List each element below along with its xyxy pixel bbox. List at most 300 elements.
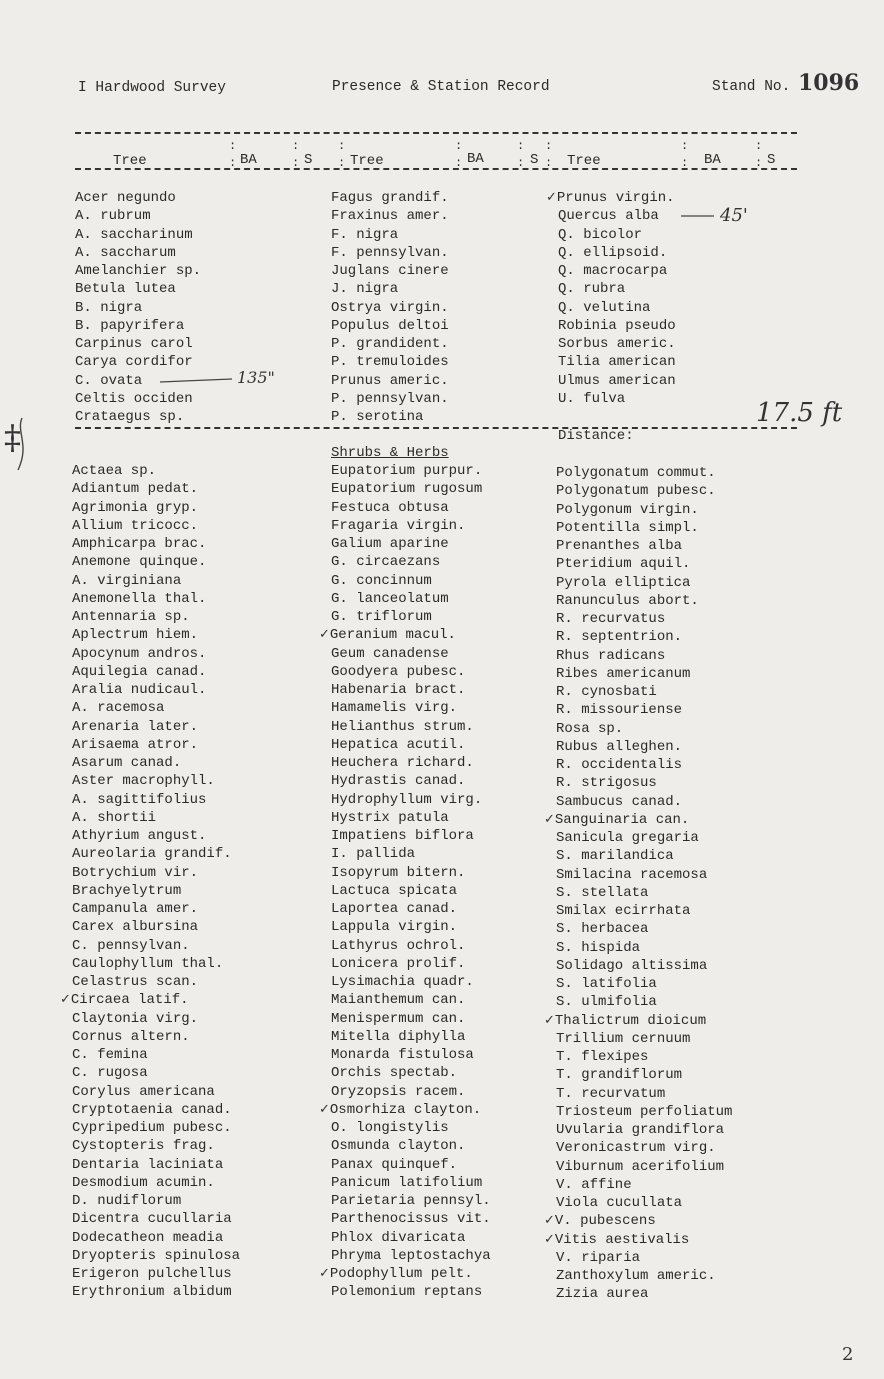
species-name: Heuchera richard. — [331, 755, 474, 771]
species-item — [331, 517, 491, 535]
species-item — [331, 1046, 491, 1064]
species-item — [331, 1210, 491, 1228]
species-name: G. lanceolatum — [331, 590, 449, 607]
species-name: Q. velutina — [558, 299, 651, 316]
species-name: Panicum latifolium — [331, 1174, 483, 1191]
species-item — [72, 1229, 240, 1247]
check-mark-icon: ✓ — [60, 992, 71, 1008]
species-name: Aster macrophyll. — [72, 773, 215, 790]
species-name: Thalictrum dioicum — [554, 1012, 707, 1029]
species-name: S. hispida — [556, 939, 641, 956]
species-name: Q. bicolor — [558, 226, 643, 243]
species-name: Polygonum virgin. — [556, 501, 699, 518]
species-name: I. pallida — [331, 846, 416, 863]
species-name: Crataegus sp. — [75, 409, 185, 425]
species-name: Caulophyllum thal. — [72, 955, 224, 972]
tree-col3-header: Tree — [567, 153, 601, 169]
species-name: Geranium macul. — [329, 627, 456, 644]
species-name: Sorbus americ. — [558, 336, 676, 352]
section-rule — [75, 427, 797, 429]
species-item — [72, 462, 240, 480]
column-colon: : — [338, 156, 346, 170]
species-name: A. saccharum — [75, 244, 176, 261]
species-item — [556, 464, 732, 482]
shrubs-heading: Shrubs & Herbs — [331, 445, 449, 461]
species-name: Smilacina racemosa — [556, 866, 708, 883]
species-name: Polemonium reptans — [331, 1284, 483, 1301]
species-item — [556, 683, 732, 701]
species-item — [72, 1010, 240, 1028]
species-item — [72, 1119, 240, 1137]
species-item — [72, 499, 240, 517]
species-item — [556, 501, 732, 519]
species-name: Amphicarpa brac. — [72, 536, 207, 552]
species-item — [331, 918, 491, 936]
species-item — [331, 699, 491, 717]
species-name: Osmunda clayton. — [331, 1138, 466, 1155]
species-name: V. riparia — [556, 1249, 641, 1266]
species-name: Rubus alleghen. — [556, 738, 683, 755]
stand-label: Stand No. — [712, 79, 791, 95]
species-item — [319, 1265, 491, 1283]
column-colon: : — [517, 139, 525, 153]
species-name: Sanicula gregaria — [556, 830, 699, 846]
species-item — [331, 809, 491, 827]
species-name: F. pennsylvan. — [331, 244, 449, 261]
species-item — [331, 645, 491, 663]
species-name: C. rugosa — [72, 1065, 148, 1082]
species-name: Ulmus american — [558, 372, 676, 389]
species-item — [556, 1103, 732, 1121]
species-item — [331, 1247, 491, 1265]
species-item — [544, 1231, 732, 1249]
species-item — [72, 1192, 240, 1210]
species-name: Solidago altissima — [556, 957, 708, 974]
species-name: R. missouriense — [556, 702, 683, 719]
species-item — [556, 1267, 732, 1285]
check-mark-icon: ✓ — [319, 627, 330, 643]
record-title: Presence & Station Record — [332, 79, 550, 95]
species-name: Botrychium vir. — [72, 864, 199, 881]
check-mark-icon: ✓ — [544, 811, 555, 827]
shrub-list-col1 — [60, 462, 241, 1302]
species-item — [72, 772, 240, 790]
species-name: Aplectrum hiem. — [72, 627, 199, 644]
species-item — [331, 462, 491, 480]
species-name: P. tremuloides — [331, 354, 449, 371]
species-name: Uvularia grandiflora — [556, 1122, 725, 1138]
check-mark-icon: ✓ — [319, 1266, 330, 1281]
species-name: Eupatorium purpur. — [331, 463, 483, 479]
species-item — [556, 829, 732, 847]
species-name: Sanguinaria can. — [554, 811, 690, 828]
species-item — [556, 574, 732, 592]
species-item — [556, 1085, 732, 1103]
check-mark-icon: ✓ — [544, 1213, 555, 1229]
species-name: Circaea latif. — [70, 992, 189, 1009]
species-item — [331, 864, 491, 882]
column-colon: : — [292, 139, 300, 153]
species-item — [331, 1192, 491, 1210]
species-item — [72, 1046, 240, 1064]
species-item — [72, 882, 240, 900]
species-item — [72, 754, 240, 772]
species-item — [556, 1048, 732, 1066]
species-name: P. pennsylvan. — [331, 390, 449, 407]
species-item — [72, 1064, 240, 1082]
species-name: Antennaria sp. — [72, 609, 190, 625]
species-name: Asarum canad. — [72, 755, 182, 771]
species-name: Carex albursina — [72, 919, 199, 936]
species-name: Cryptotaenia canad. — [72, 1101, 232, 1118]
species-name: Q. ellipsoid. — [558, 244, 668, 261]
species-item — [72, 937, 240, 955]
species-name: Ribes americanum — [556, 665, 691, 682]
species-item — [544, 1212, 732, 1230]
species-name: Osmorhiza clayton. — [329, 1101, 482, 1118]
species-item — [556, 537, 732, 555]
species-name: A. sagittifolius — [72, 791, 207, 808]
species-item — [331, 718, 491, 736]
species-name: Betula lutea — [75, 281, 176, 298]
species-name: Hydrophyllum virg. — [331, 791, 483, 808]
species-item — [556, 665, 732, 683]
species-item — [331, 480, 491, 498]
species-name: A. virginiana — [72, 572, 182, 589]
species-name: Cypripedium pubesc. — [72, 1120, 232, 1136]
species-item — [556, 1194, 732, 1212]
species-name: R. cynosbati — [556, 684, 657, 700]
species-name: U. fulva — [558, 390, 626, 407]
species-name: Cystopteris frag. — [72, 1138, 215, 1155]
species-name: Fraxinus amer. — [331, 208, 449, 225]
species-item — [72, 718, 240, 736]
column-colon: : — [455, 139, 463, 153]
species-name: S. herbacea — [556, 921, 649, 938]
species-name: Habenaria bract. — [331, 682, 466, 698]
species-item — [331, 791, 491, 809]
species-item — [331, 900, 491, 918]
species-name: Polygonatum commut. — [556, 465, 716, 481]
species-item — [319, 1101, 491, 1119]
species-item — [331, 663, 491, 681]
species-item — [544, 811, 732, 829]
species-item — [556, 756, 732, 774]
species-name: Menispermum can. — [331, 1010, 466, 1027]
species-name: Vitis aestivalis — [554, 1231, 690, 1248]
s-col1-header: S — [304, 152, 313, 168]
species-name: Q. rubra — [558, 281, 626, 298]
species-item — [72, 827, 240, 845]
species-name: Anemonella thal. — [72, 590, 207, 607]
species-name: Juglans cinere — [331, 263, 449, 279]
species-item — [331, 772, 491, 790]
species-name: Actaea sp. — [72, 463, 157, 479]
species-name: J. nigra — [331, 281, 399, 298]
species-item — [556, 1139, 732, 1157]
species-name: Lathyrus ochrol. — [331, 937, 466, 954]
species-item — [72, 1265, 240, 1283]
species-item — [72, 626, 240, 644]
species-item — [331, 882, 491, 900]
s-col2-header: S — [530, 152, 539, 168]
species-name: Triosteum perfoliatum — [556, 1103, 733, 1120]
species-item — [331, 827, 491, 845]
species-name: T. flexipes — [556, 1049, 649, 1065]
column-colon: : — [545, 139, 553, 153]
column-colon: : — [545, 156, 553, 170]
species-name: Tilia american — [558, 354, 676, 371]
species-name: Rhus radicans — [556, 647, 666, 664]
tree-col2-header: Tree — [350, 153, 384, 169]
column-colon: : — [229, 139, 237, 153]
species-item — [556, 738, 732, 756]
species-item — [72, 1283, 240, 1301]
species-item — [331, 1174, 491, 1192]
species-item — [556, 482, 732, 500]
column-colon: : — [755, 156, 763, 170]
species-name: Ostrya virgin. — [331, 299, 449, 316]
species-item — [331, 991, 491, 1009]
species-item — [72, 1156, 240, 1174]
species-name: Smilax ecirrhata — [556, 903, 691, 919]
species-name: Prunus virgin. — [556, 190, 675, 206]
species-name: C. femina — [72, 1047, 148, 1063]
species-name: Aquilegia canad. — [72, 663, 207, 680]
species-item — [72, 864, 240, 882]
species-name: Podophyllum pelt. — [329, 1266, 473, 1282]
species-name: Lappula virgin. — [331, 919, 458, 936]
species-name: Festuca obtusa — [331, 499, 449, 516]
species-name: Desmodium acumin. — [72, 1174, 215, 1191]
distance-value: 17.5 ft — [756, 398, 843, 428]
species-item — [72, 553, 240, 571]
species-name: Helianthus strum. — [331, 718, 474, 735]
species-name: Isopyrum bitern. — [331, 864, 466, 881]
species-name: Dentaria laciniata — [72, 1156, 224, 1173]
species-name: A. rubrum — [75, 208, 151, 225]
species-item — [331, 499, 491, 517]
species-name: Orchis spectab. — [331, 1065, 458, 1082]
species-name: Hystrix patula — [331, 809, 449, 826]
species-name: Athyrium angust. — [72, 828, 207, 844]
species-item — [331, 1229, 491, 1247]
species-item — [331, 1064, 491, 1082]
species-item — [331, 937, 491, 955]
column-colon: : — [338, 139, 346, 153]
species-name: Ranunculus abort. — [556, 592, 699, 609]
column-colon: : — [229, 156, 237, 170]
species-name: G. circaezans — [331, 554, 441, 571]
species-item — [331, 608, 491, 626]
species-item — [72, 973, 240, 991]
ovata-annotation: 135" — [237, 368, 275, 387]
species-item — [72, 1101, 240, 1119]
ba-col3-header: BA — [704, 152, 721, 168]
species-name: Impatiens biflora — [331, 828, 474, 844]
species-name: Monarda fistulosa — [331, 1047, 474, 1063]
species-item — [72, 809, 240, 827]
species-item — [556, 1176, 732, 1194]
species-item — [556, 884, 732, 902]
species-item — [72, 645, 240, 663]
species-item — [72, 572, 240, 590]
species-name: O. longistylis — [331, 1120, 449, 1136]
species-item — [556, 1285, 732, 1303]
species-item — [556, 1121, 732, 1139]
species-item — [556, 1066, 732, 1084]
species-name: T. recurvatum — [556, 1085, 666, 1102]
species-item — [331, 535, 491, 553]
species-name: Phlox divaricata — [331, 1229, 466, 1246]
species-name: Mitella diphylla — [331, 1028, 466, 1045]
species-item — [72, 535, 240, 553]
species-name: Rosa sp. — [556, 720, 624, 737]
species-name: Aureolaria grandif. — [72, 846, 232, 863]
species-item — [544, 1012, 732, 1030]
species-item — [556, 939, 732, 957]
species-item — [331, 736, 491, 754]
species-name: Lactuca spicata — [331, 882, 458, 899]
species-item — [556, 592, 732, 610]
species-name: R. recurvatus — [556, 611, 666, 627]
species-name: Dicentra cucullaria — [72, 1211, 232, 1228]
species-name: P. grandident. — [331, 336, 449, 352]
species-name: V. pubescens — [554, 1213, 656, 1230]
species-name: A. saccharinum — [75, 226, 193, 243]
species-item — [60, 991, 240, 1009]
species-item — [556, 957, 732, 975]
species-name: Agrimonia gryp. — [72, 499, 199, 516]
species-item — [331, 1283, 491, 1301]
species-item — [556, 647, 732, 665]
species-name: Sambucus canad. — [556, 793, 683, 810]
distance-label: Distance: — [558, 428, 634, 444]
species-name: Zanthoxylum americ. — [556, 1268, 716, 1284]
species-name: R. septentrion. — [556, 629, 683, 646]
species-name: Celastrus scan. — [72, 974, 199, 990]
species-name: G. triflorum — [331, 609, 432, 625]
species-item — [72, 1247, 240, 1265]
species-item — [331, 1028, 491, 1046]
check-mark-icon: ✓ — [544, 1012, 555, 1028]
species-name: Dodecatheon meadia — [72, 1229, 224, 1246]
species-name: Cornus altern. — [72, 1028, 190, 1045]
species-name: Oryzopsis racem. — [331, 1083, 466, 1100]
species-item — [556, 720, 732, 738]
species-item — [331, 845, 491, 863]
species-item — [331, 754, 491, 772]
species-name: Arisaema atror. — [72, 736, 199, 753]
species-name: Trillium cernuum — [556, 1030, 691, 1047]
species-item — [331, 1137, 491, 1155]
species-name: Hepatica acutil. — [331, 736, 466, 753]
column-colon: : — [681, 156, 689, 170]
check-mark-icon: ✓ — [546, 190, 557, 205]
page-number: 2 — [842, 1344, 854, 1365]
species-item — [331, 955, 491, 973]
species-name: V. affine — [556, 1176, 632, 1193]
species-name: Campanula amer. — [72, 901, 199, 917]
species-name: A. racemosa — [72, 700, 165, 717]
species-item — [556, 519, 732, 537]
species-name: Hydrastis canad. — [331, 773, 466, 790]
species-item — [556, 610, 732, 628]
species-item — [331, 681, 491, 699]
tree-col1-header: Tree — [113, 153, 147, 169]
species-item — [72, 1137, 240, 1155]
column-colon: : — [681, 139, 689, 153]
species-name: Prunus americ. — [331, 372, 449, 389]
species-item — [72, 480, 240, 498]
species-name: Lonicera prolif. — [331, 955, 466, 972]
survey-title: I Hardwood Survey — [78, 80, 226, 96]
species-item — [556, 920, 732, 938]
species-name: T. grandiflorum — [556, 1067, 683, 1084]
species-name: Galium aparine — [331, 536, 449, 552]
species-item — [556, 555, 732, 573]
species-name: Fagus grandif. — [331, 190, 449, 206]
species-item — [331, 1156, 491, 1174]
species-item — [72, 845, 240, 863]
species-name: S. stellata — [556, 884, 649, 901]
species-name: Viburnum acerifolium — [556, 1158, 725, 1175]
shrub-list-col2 — [319, 462, 491, 1302]
species-item — [556, 1158, 732, 1176]
species-name: Erigeron pulchellus — [72, 1266, 232, 1282]
species-item — [331, 553, 491, 571]
species-name: Veronicastrum virg. — [556, 1140, 716, 1157]
species-name: Acer negundo — [75, 190, 176, 206]
species-name: Quercus alba — [558, 208, 659, 225]
species-name: Prenanthes alba — [556, 538, 683, 554]
species-item — [72, 1083, 240, 1101]
species-name: B. papyrifera — [75, 317, 185, 334]
species-name: Q. macrocarpa — [558, 263, 668, 279]
species-name: Claytonia virg. — [72, 1010, 199, 1027]
species-item — [556, 993, 732, 1011]
s-col3-header: S — [767, 152, 776, 168]
ba-col1-header: BA — [240, 152, 257, 168]
species-name: Populus deltoi — [331, 317, 449, 334]
check-mark-icon: ✓ — [544, 1231, 555, 1247]
species-item — [556, 975, 732, 993]
species-item — [72, 900, 240, 918]
species-name: Pyrola elliptica — [556, 574, 691, 591]
species-name: S. marilandica — [556, 848, 674, 865]
species-name: Parthenocissus vit. — [331, 1211, 491, 1228]
species-name: Amelanchier sp. — [75, 263, 202, 279]
species-item — [72, 590, 240, 608]
species-item — [72, 1028, 240, 1046]
stand-number: 1096 — [798, 70, 860, 96]
species-item — [556, 866, 732, 884]
species-name: Geum canadense — [331, 645, 449, 662]
species-item — [556, 774, 732, 792]
species-name: Viola cucullata — [556, 1195, 683, 1211]
side-mark: ‡ — [4, 418, 21, 458]
species-item — [556, 628, 732, 646]
species-item — [331, 590, 491, 608]
species-name: D. nudiflorum — [72, 1193, 182, 1209]
species-name: Carya cordifor — [75, 354, 193, 371]
species-name: Fragaria virgin. — [331, 517, 466, 534]
species-item — [72, 955, 240, 973]
species-name: Lysimachia quadr. — [331, 974, 474, 990]
species-name: Erythronium albidum — [72, 1284, 232, 1301]
species-name: A. shortii — [72, 809, 157, 826]
species-name: C. ovata — [75, 372, 143, 389]
